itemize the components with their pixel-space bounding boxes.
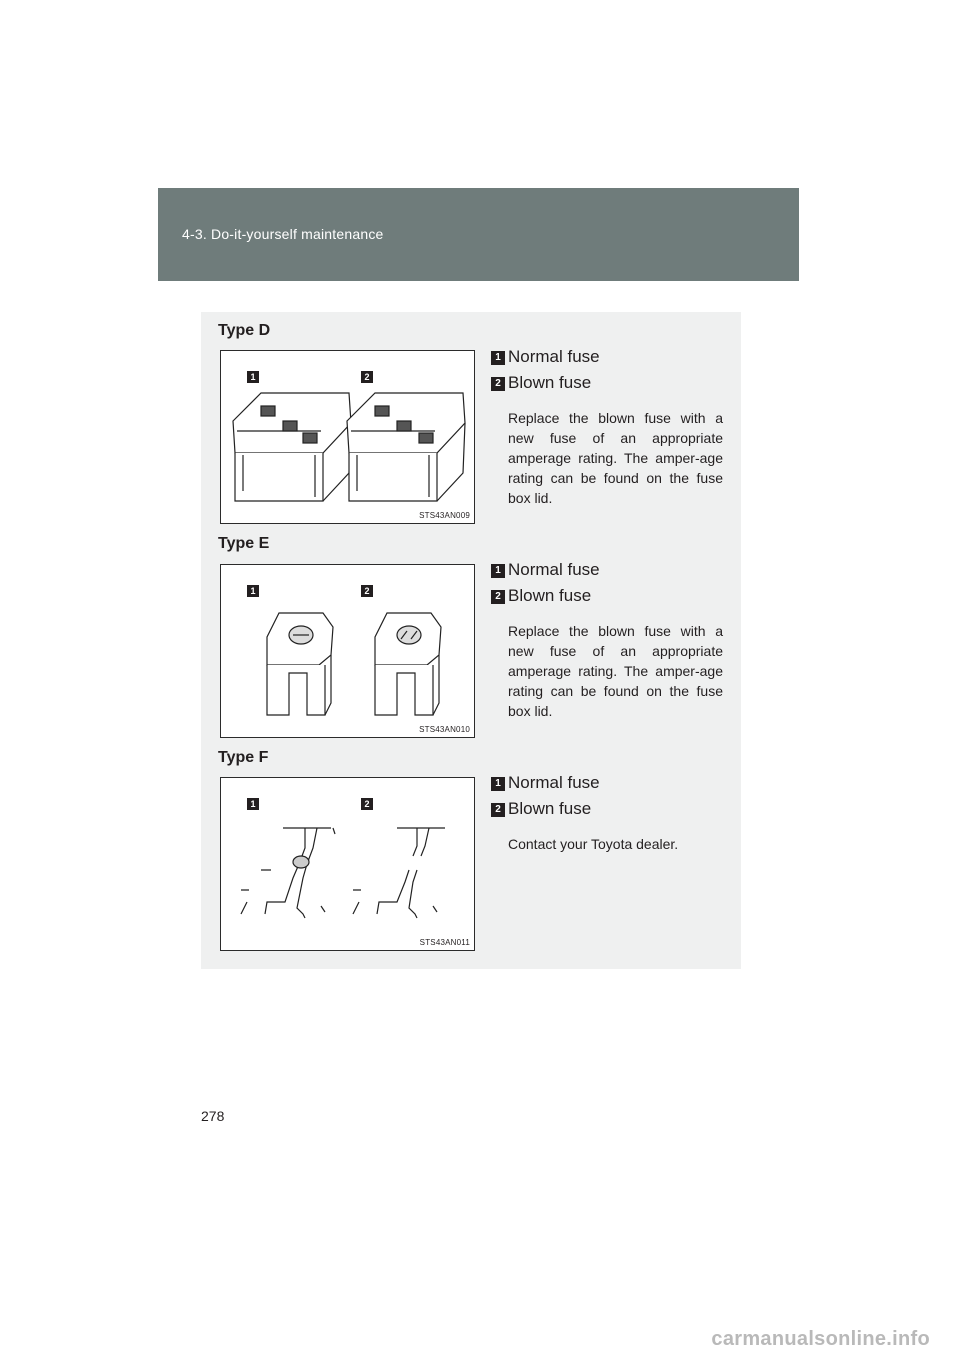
type-d-illustration (220, 350, 475, 524)
legend-item (491, 374, 723, 400)
callout-1: 1 (247, 798, 259, 810)
type-f-illustration (220, 777, 475, 951)
watermark: carmanualsonline.info (711, 1328, 930, 1350)
type-e-legend (491, 561, 723, 721)
item-number: 1 (491, 777, 505, 791)
type-f-title: Type F (218, 749, 269, 766)
figure-code: STS43AN010 (419, 725, 470, 734)
page-number: 278 (201, 1108, 225, 1124)
legend-item (491, 800, 723, 826)
type-d-legend (491, 348, 723, 508)
page-header (158, 188, 799, 281)
figure-code: STS43AN011 (419, 938, 470, 947)
callout-2: 2 (361, 371, 373, 383)
item-number: 1 (491, 564, 505, 578)
item-label: Blown fuse (508, 586, 592, 605)
legend-item (491, 587, 723, 613)
legend-item (491, 774, 723, 800)
type-f-legend (491, 774, 723, 854)
item-label: Normal fuse (508, 347, 600, 366)
item-description: Replace the blown fuse with a new fuse of an appropriate amperage rating. The amper-age rating can be found on the fuse box lid. (508, 623, 723, 719)
item-label: Blown fuse (508, 799, 592, 818)
type-e-illustration (220, 564, 475, 738)
type-d-title: Type D (218, 322, 271, 339)
legend-item (491, 348, 723, 374)
item-description: Replace the blown fuse with a new fuse of an appropriate amperage rating. The amper-age rating can be found on the fuse box lid. (508, 410, 723, 506)
callout-2: 2 (361, 798, 373, 810)
item-number: 1 (491, 351, 505, 365)
item-description: Contact your Toyota dealer. (508, 836, 679, 852)
figure-code: STS43AN009 (419, 511, 470, 520)
callout-1: 1 (247, 585, 259, 597)
callout-2: 2 (361, 585, 373, 597)
legend-item (491, 561, 723, 587)
item-label: Normal fuse (508, 773, 600, 792)
callout-1: 1 (247, 371, 259, 383)
item-number: 2 (491, 590, 505, 604)
item-number: 2 (491, 377, 505, 391)
section-title: 4-3. Do-it-yourself maintenance (182, 226, 384, 242)
type-e-title: Type E (218, 535, 270, 552)
item-label: Blown fuse (508, 373, 592, 392)
item-label: Normal fuse (508, 560, 600, 579)
item-number: 2 (491, 803, 505, 817)
